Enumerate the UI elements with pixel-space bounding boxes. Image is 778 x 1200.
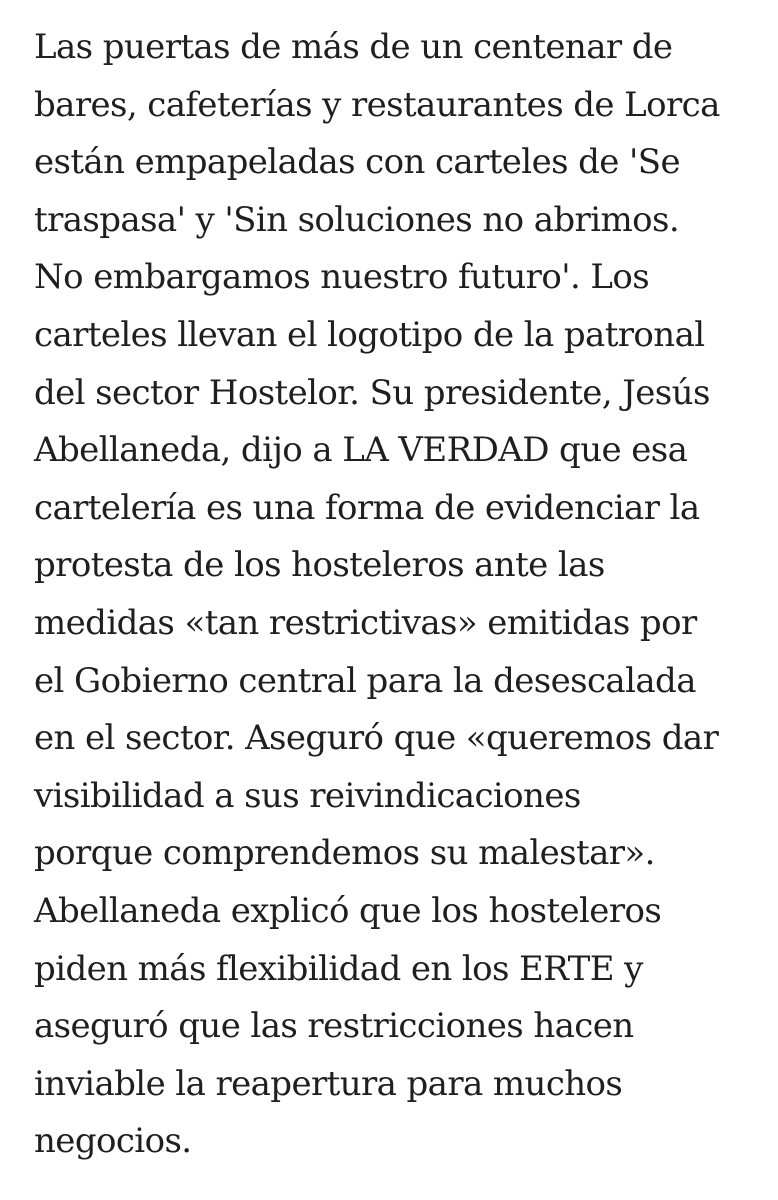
- article-line: No embargamos nuestro futuro'. Los: [34, 257, 650, 297]
- article-line: carteles llevan el logotipo de la patronal: [34, 315, 705, 355]
- article-line: Las puertas de más de un centenar de: [34, 27, 673, 67]
- article-line: Abellaneda explicó que los hosteleros: [34, 891, 662, 931]
- article-line: Abellaneda, dijo a LA VERDAD que esa: [34, 430, 688, 470]
- article-line: traspasa' y 'Sin soluciones no abrimos.: [34, 200, 680, 240]
- article-line: bares, cafeterías y restaurantes de Lorca: [34, 85, 720, 125]
- article-line: piden más flexibilidad en los ERTE y: [34, 949, 643, 989]
- article-line: aseguró que las restricciones hacen: [34, 1006, 634, 1046]
- article-line: en el sector. Aseguró que «queremos dar: [34, 718, 719, 758]
- article-line: el Gobierno central para la desescalada: [34, 661, 696, 701]
- article-line: inviable la reapertura para muchos: [34, 1064, 623, 1104]
- article-line: porque comprendemos su malestar».: [34, 833, 655, 873]
- article-line: están empapeladas con carteles de 'Se: [34, 142, 680, 182]
- article-line: visibilidad a sus reivindicaciones: [34, 776, 581, 816]
- article-line: medidas «tan restrictivas» emitidas por: [34, 603, 697, 643]
- article-line: del sector Hostelor. Su presidente, Jesús: [34, 373, 710, 413]
- article-line: protesta de los hosteleros ante las: [34, 545, 605, 585]
- article-line: negocios.: [34, 1121, 192, 1161]
- article-line: cartelería es una forma de evidenciar la: [34, 488, 700, 528]
